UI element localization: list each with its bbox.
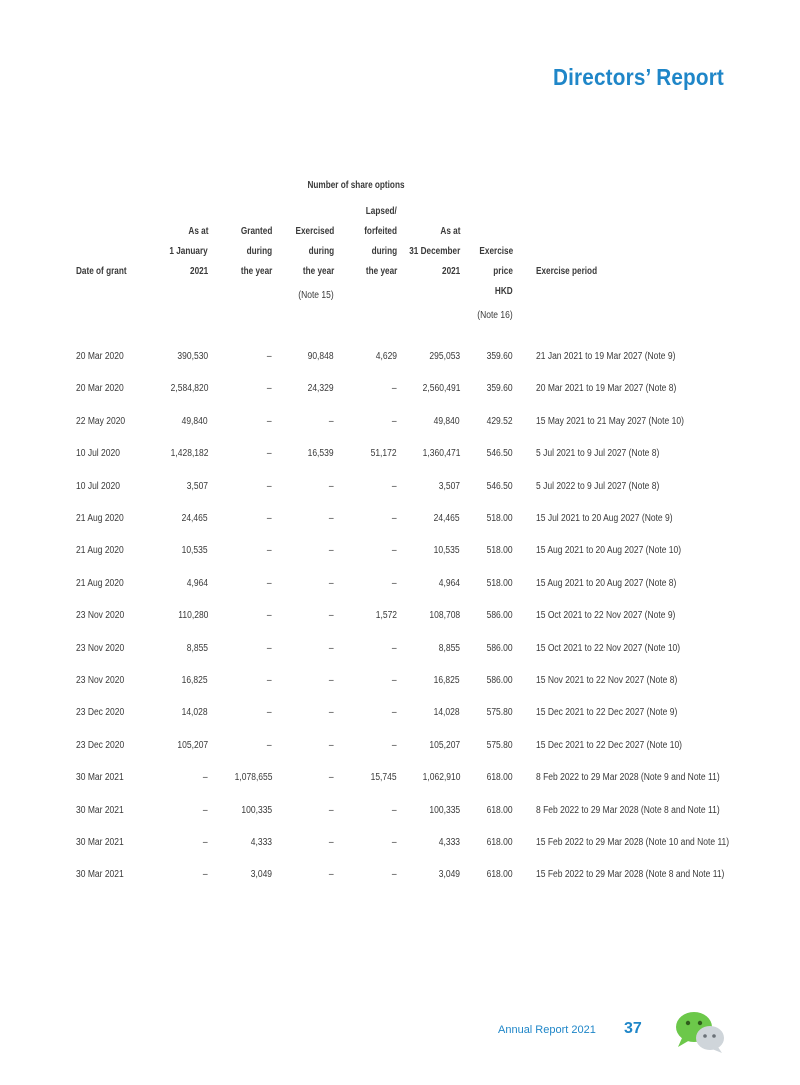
cell-price: 518.00	[486, 545, 513, 557]
cell-start: 14,028	[181, 707, 208, 719]
cell-date: 23 Dec 2020	[76, 739, 125, 751]
cell-start: 8,855	[186, 642, 208, 654]
header-as-at-start-line: 2021	[189, 266, 208, 277]
cell-granted: –	[267, 707, 272, 719]
cell-exercised: 90,848	[307, 351, 334, 362]
cell-price: 429.52	[486, 415, 513, 427]
cell-exercised: –	[329, 739, 334, 751]
cell-granted: –	[267, 545, 272, 557]
table-row	[76, 643, 736, 659]
cell-period: 15 Dec 2021 to 22 Dec 2027 (Note 10)	[536, 739, 683, 751]
cell-lapsed: –	[392, 739, 397, 751]
cell-exercised: –	[329, 480, 334, 492]
header-granted-line: Granted	[240, 226, 272, 237]
cell-period: 8 Feb 2022 to 29 Mar 2028 (Note 9 and Note 11)	[536, 772, 720, 784]
cell-end: 3,049	[438, 869, 460, 881]
cell-period: 5 Jul 2022 to 9 Jul 2027 (Note 8)	[536, 480, 660, 492]
header-as-at-end-line: 31 December	[408, 246, 460, 257]
header-exercised-line: Exercised	[295, 226, 334, 237]
cell-date: 20 Mar 2020	[76, 383, 124, 395]
cell-date: 23 Nov 2020	[76, 610, 125, 622]
cell-period: 15 May 2021 to 21 May 2027 (Note 10)	[536, 415, 684, 427]
cell-lapsed: 1,572	[375, 610, 397, 622]
cell-exercised: 24,329	[307, 383, 334, 395]
header-as-at-end-line: As at	[439, 226, 460, 237]
cell-price: 618.00	[486, 869, 513, 881]
cell-price: 575.80	[486, 707, 513, 719]
cell-end: 24,465	[433, 513, 460, 524]
cell-end: 105,207	[429, 739, 460, 751]
table-row	[76, 675, 736, 691]
exercised-note: (Note 15)	[298, 290, 334, 301]
chat-bubbles-icon	[674, 1010, 726, 1054]
cell-granted: –	[267, 351, 272, 362]
cell-date: 30 Mar 2021	[76, 772, 124, 784]
cell-granted: 100,335	[241, 804, 272, 816]
cell-lapsed: –	[392, 837, 397, 848]
cell-end: 4,964	[438, 577, 460, 589]
cell-date: 20 Mar 2020	[76, 351, 124, 362]
cell-granted: –	[267, 415, 272, 427]
footer-report-name: Annual Report 2021	[498, 1024, 596, 1036]
cell-price: 575.80	[486, 739, 513, 751]
cell-period: 15 Nov 2021 to 22 Nov 2027 (Note 8)	[536, 675, 678, 686]
cell-lapsed: –	[392, 545, 397, 557]
table-row	[76, 513, 736, 529]
cell-period: 15 Oct 2021 to 22 Nov 2027 (Note 9)	[536, 610, 676, 622]
cell-lapsed: –	[392, 675, 397, 686]
page-title: Directors’ Report	[552, 64, 724, 90]
cell-period: 15 Aug 2021 to 20 Aug 2027 (Note 8)	[536, 577, 677, 589]
cell-granted: 4,333	[250, 837, 272, 848]
cell-end: 1,062,910	[422, 772, 460, 784]
cell-date: 10 Jul 2020	[76, 480, 120, 492]
cell-granted: –	[267, 383, 272, 395]
cell-start: 105,207	[177, 739, 208, 751]
cell-granted: –	[267, 480, 272, 492]
header-exercise-price-line: price	[493, 266, 513, 277]
cell-end: 100,335	[429, 804, 460, 816]
cell-date: 21 Aug 2020	[76, 545, 124, 557]
price-note: (Note 16)	[477, 310, 513, 321]
cell-date: 23 Dec 2020	[76, 707, 125, 719]
cell-price: 618.00	[486, 772, 513, 784]
cell-end: 49,840	[433, 415, 460, 427]
cell-granted: –	[267, 675, 272, 686]
cell-lapsed: –	[392, 480, 397, 492]
cell-price: 518.00	[486, 577, 513, 589]
header-lapsed-line: the year	[365, 266, 397, 277]
cell-exercised: –	[329, 415, 334, 427]
cell-date: 23 Nov 2020	[76, 675, 125, 686]
cell-exercised: –	[329, 577, 334, 589]
cell-granted: –	[267, 513, 272, 524]
cell-price: 618.00	[486, 804, 513, 816]
cell-lapsed: –	[392, 415, 397, 427]
table-row	[76, 837, 736, 853]
header-exercised-line: the year	[302, 266, 334, 277]
cell-price: 586.00	[486, 610, 513, 622]
table-row	[76, 707, 736, 723]
cell-period: 15 Aug 2021 to 20 Aug 2027 (Note 10)	[536, 545, 682, 557]
cell-end: 2,560,491	[422, 383, 460, 395]
cell-start: –	[203, 837, 208, 848]
cell-exercised: –	[329, 837, 334, 848]
cell-period: 15 Dec 2021 to 22 Dec 2027 (Note 9)	[536, 707, 678, 719]
cell-lapsed: –	[392, 513, 397, 524]
cell-period: 21 Jan 2021 to 19 Mar 2027 (Note 9)	[536, 351, 676, 362]
cell-start: 3,507	[186, 480, 208, 492]
table-row	[76, 578, 736, 594]
cell-price: 546.50	[486, 480, 513, 492]
cell-exercised: –	[329, 772, 334, 784]
cell-lapsed: –	[392, 804, 397, 816]
cell-start: –	[203, 804, 208, 816]
table-row	[76, 772, 736, 788]
cell-exercised: –	[329, 707, 334, 719]
table-row	[76, 805, 736, 821]
cell-exercised: –	[329, 513, 334, 524]
table-row	[76, 351, 736, 367]
cell-end: 14,028	[433, 707, 460, 719]
cell-period: 20 Mar 2021 to 19 Mar 2027 (Note 8)	[536, 383, 677, 395]
cell-lapsed: –	[392, 383, 397, 395]
cell-price: 546.50	[486, 448, 513, 460]
cell-end: 8,855	[438, 642, 460, 654]
header-granted-line: during	[246, 246, 272, 257]
header-exercise-price-line: Exercise	[479, 246, 513, 257]
group-header: Number of share options	[307, 180, 405, 191]
header-exercise-price-line: HKD	[495, 286, 513, 297]
table-row	[76, 869, 736, 885]
cell-period: 5 Jul 2021 to 9 Jul 2027 (Note 8)	[536, 448, 660, 460]
cell-price: 618.00	[486, 837, 513, 848]
cell-date: 22 May 2020	[76, 415, 126, 427]
header-exercised-line: during	[308, 246, 334, 257]
table-row	[76, 545, 736, 561]
cell-granted: –	[267, 448, 272, 460]
cell-granted: 3,049	[250, 869, 272, 881]
header-lapsed-line: during	[371, 246, 397, 257]
cell-start: 110,280	[177, 610, 208, 622]
cell-exercised: –	[329, 545, 334, 557]
header-exercise-period: Exercise period	[536, 266, 598, 277]
cell-date: 23 Nov 2020	[76, 642, 125, 654]
header-lapsed-line: forfeited	[364, 226, 397, 237]
cell-price: 586.00	[486, 675, 513, 686]
cell-lapsed: –	[392, 707, 397, 719]
cell-start: 10,535	[181, 545, 208, 557]
cell-lapsed: –	[392, 642, 397, 654]
cell-exercised: 16,539	[307, 448, 334, 460]
cell-end: 10,535	[433, 545, 460, 557]
cell-lapsed: 51,172	[370, 448, 397, 460]
table-row	[76, 610, 736, 626]
header-date-of-grant: Date of grant	[76, 266, 127, 277]
cell-period: 15 Feb 2022 to 29 Mar 2028 (Note 10 and Note 11)	[536, 837, 730, 848]
cell-period: 15 Oct 2021 to 22 Nov 2027 (Note 10)	[536, 642, 681, 654]
cell-lapsed: –	[392, 869, 397, 881]
table-row	[76, 740, 736, 756]
cell-date: 21 Aug 2020	[76, 513, 124, 524]
cell-granted: –	[267, 577, 272, 589]
cell-price: 359.60	[486, 351, 513, 362]
cell-price: 518.00	[486, 513, 513, 524]
cell-lapsed: 15,745	[370, 772, 397, 784]
cell-start: 16,825	[181, 675, 208, 686]
cell-date: 10 Jul 2020	[76, 448, 120, 460]
cell-start: 390,530	[177, 351, 208, 362]
cell-granted: –	[267, 610, 272, 622]
cell-lapsed: –	[392, 577, 397, 589]
cell-exercised: –	[329, 642, 334, 654]
cell-period: 8 Feb 2022 to 29 Mar 2028 (Note 8 and Note 11)	[536, 804, 720, 816]
cell-end: 108,708	[429, 610, 460, 622]
cell-start: 24,465	[181, 513, 208, 524]
table-row	[76, 416, 736, 432]
cell-end: 1,360,471	[422, 448, 460, 460]
header-as-at-end-line: 2021	[441, 266, 460, 277]
header-lapsed-line: Lapsed/	[366, 206, 397, 217]
table-row	[76, 448, 736, 464]
cell-start: 1,428,182	[170, 448, 208, 460]
cell-start: 4,964	[186, 577, 208, 589]
cell-exercised: –	[329, 869, 334, 881]
header-as-at-start-line: As at	[187, 226, 208, 237]
header-granted-line: the year	[240, 266, 272, 277]
cell-period: 15 Jul 2021 to 20 Aug 2027 (Note 9)	[536, 513, 673, 524]
cell-end: 4,333	[438, 837, 460, 848]
cell-date: 30 Mar 2021	[76, 869, 124, 881]
cell-exercised: –	[329, 675, 334, 686]
cell-lapsed: 4,629	[375, 351, 397, 362]
cell-date: 30 Mar 2021	[76, 837, 124, 848]
cell-date: 30 Mar 2021	[76, 804, 124, 816]
cell-start: –	[203, 772, 208, 784]
table-row	[76, 383, 736, 399]
cell-date: 21 Aug 2020	[76, 577, 124, 589]
table-row	[76, 481, 736, 497]
cell-period: 15 Feb 2022 to 29 Mar 2028 (Note 8 and Note 11)	[536, 869, 725, 881]
cell-granted: 1,078,655	[234, 772, 272, 784]
cell-exercised: –	[329, 610, 334, 622]
cell-end: 3,507	[438, 480, 460, 492]
cell-end: 295,053	[429, 351, 460, 362]
cell-granted: –	[267, 739, 272, 751]
page-number: 37	[624, 1020, 642, 1037]
cell-granted: –	[267, 642, 272, 654]
cell-start: –	[203, 869, 208, 881]
cell-end: 16,825	[433, 675, 460, 686]
cell-price: 586.00	[486, 642, 513, 654]
cell-price: 359.60	[486, 383, 513, 395]
header-as-at-start-line: 1 January	[169, 246, 208, 257]
cell-exercised: –	[329, 804, 334, 816]
cell-start: 49,840	[181, 415, 208, 427]
cell-start: 2,584,820	[170, 383, 208, 395]
